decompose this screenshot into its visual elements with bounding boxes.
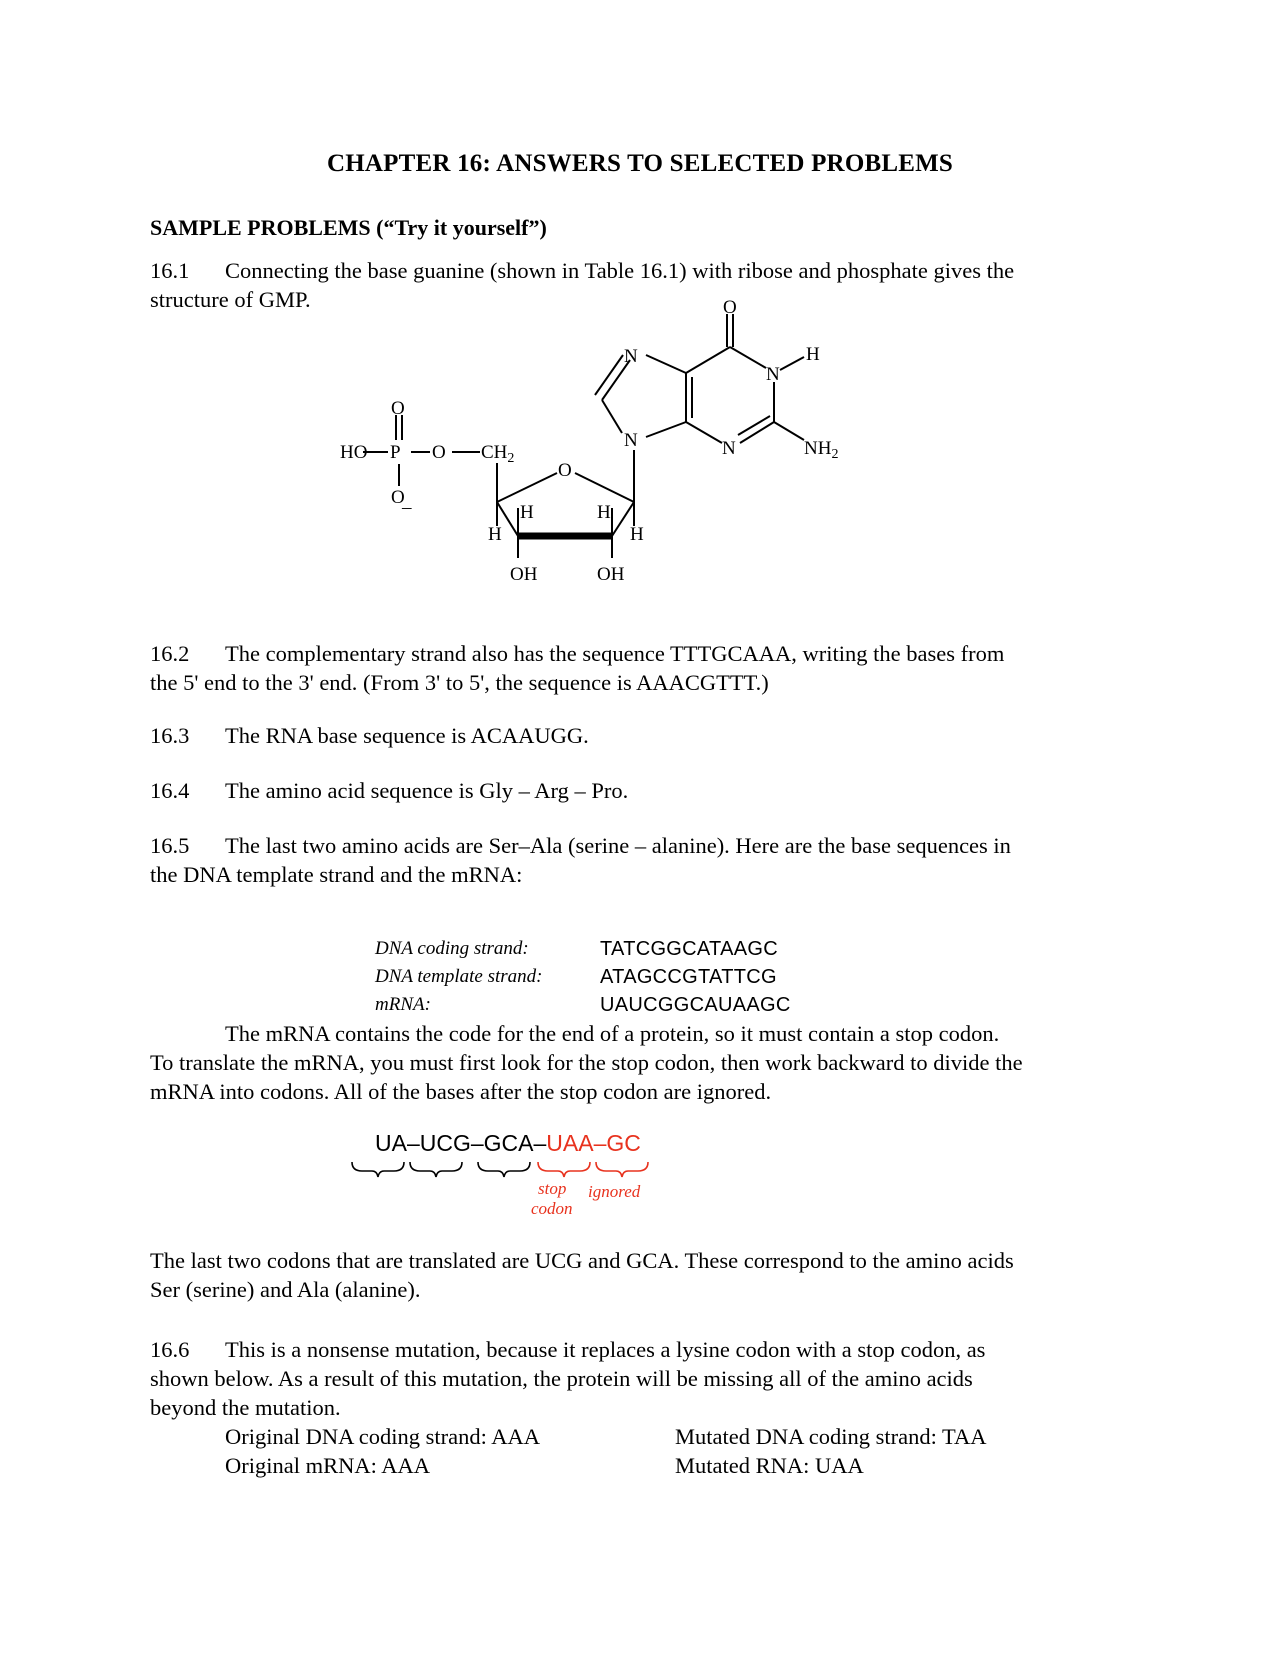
explanation-line: To translate the mRNA, you must first look for the stop codon, then work backward to divide the (150, 1050, 1023, 1075)
charge-label: – (402, 497, 412, 518)
problem-text-line2: structure of GMP. (150, 287, 311, 312)
problem-text-line2: the 5' end to the 3' end. (From 3' to 5', the sequence is AAACGTTT.) (150, 670, 769, 695)
comparison-row (225, 1451, 1130, 1480)
sequence-row (375, 935, 791, 963)
o-label: O (391, 487, 405, 508)
sequence-value: ATAGCCGTATTCG (600, 966, 777, 988)
n-label: N (766, 364, 780, 385)
o-label: O (432, 442, 446, 463)
ho-label: HO (340, 442, 368, 463)
ignored-bases-text: GC (606, 1130, 641, 1156)
nh2-label: $NH_2$ (804, 438, 839, 462)
problem-16-5 (150, 831, 1130, 889)
problem-text: Connecting the base guanine (shown in Table 16.1) with ribose and phosphate gives the (225, 258, 1015, 283)
explanation-line: mRNA into codons. All of the bases after the stop codon are ignored. (150, 1079, 772, 1104)
problem-number: 16.6 (150, 1337, 190, 1362)
mutated-rna: Mutated RNA: UAA (675, 1453, 864, 1478)
stop-label: stop (538, 1179, 567, 1198)
mutation-comparison (225, 1422, 1130, 1480)
problem-text: The amino acid sequence is Gly – Arg – Pro. (225, 778, 629, 803)
original-mrna: Original mRNA: AAA (225, 1453, 430, 1478)
problem-16-4 (150, 776, 1130, 805)
h-label: H (597, 502, 611, 523)
explanation-line: The mRNA contains the code for the end of a protein, so it must contain a stop codon. (225, 1021, 1000, 1046)
sequence-label: DNA template strand: (375, 966, 543, 987)
h-label: H (806, 344, 820, 365)
conclusion-line: The last two codons that are translated are UCG and GCA. These correspond to the amino acids (150, 1248, 1014, 1273)
sequence-label: DNA coding strand: (375, 938, 529, 959)
sequence-label: mRNA: (375, 994, 431, 1015)
problem-text: This is a nonsense mutation, because it replaces a lysine codon with a stop codon, as (225, 1337, 986, 1362)
problem-text: The RNA base sequence is ACAAUGG. (225, 723, 589, 748)
h-label: H (488, 524, 502, 545)
stop-codon-text: UAA (546, 1130, 594, 1156)
codon-text: UA–UCG–GCA– (375, 1130, 547, 1156)
codon-dash: – (593, 1130, 607, 1156)
oh-label: OH (510, 564, 538, 585)
ignored-label: ignored (588, 1182, 641, 1201)
problem-number: 16.5 (150, 833, 190, 858)
n-label: N (722, 438, 736, 459)
problem-16-3 (150, 721, 1130, 750)
ch2-label: $CH_2$ (481, 442, 515, 466)
p-label: P (390, 442, 401, 463)
page-title: CHAPTER 16: ANSWERS TO SELECTED PROBLEMS (327, 150, 953, 177)
sequence-row (375, 991, 791, 1019)
section-heading: SAMPLE PROBLEMS (“Try it yourself”) (150, 215, 547, 240)
problem-number: 16.2 (150, 641, 190, 666)
mutated-dna: Mutated DNA coding strand: TAA (675, 1424, 987, 1449)
sequence-value: TATCGGCATAAGC (600, 938, 778, 960)
h-label: H (630, 524, 644, 545)
sequence-table (375, 935, 791, 1019)
n-label: N (624, 430, 638, 451)
o-label: O (558, 460, 572, 481)
problem-16-2 (150, 639, 1130, 697)
gmp-structure-diagram (340, 300, 900, 620)
comparison-row (225, 1422, 1130, 1451)
codon-brackets (350, 1160, 670, 1240)
codon-sequence (375, 1130, 641, 1157)
problem-number: 16.3 (150, 723, 190, 748)
problem-number: 16.4 (150, 778, 190, 803)
n-label: N (624, 346, 638, 367)
problem-16-5-explanation (150, 1019, 1130, 1106)
h-label: H (520, 502, 534, 523)
o-label: O (723, 300, 737, 318)
problem-number: 16.1 (150, 258, 190, 283)
codon-label: codon (531, 1199, 573, 1218)
oh-label: OH (597, 564, 625, 585)
o-label: O (391, 398, 405, 419)
conclusion-line: Ser (serine) and Ala (alanine). (150, 1277, 421, 1302)
problem-16-5-conclusion (150, 1246, 1130, 1304)
problem-text-line2: the DNA template strand and the mRNA: (150, 862, 523, 887)
problem-text-line2: shown below. As a result of this mutation, the protein will be missing all of the amino acids (150, 1366, 973, 1391)
problem-text: The last two amino acids are Ser–Ala (serine – alanine). Here are the base sequences in (225, 833, 1011, 858)
sequence-row (375, 963, 791, 991)
problem-text-line3: beyond the mutation. (150, 1395, 341, 1420)
sequence-value: UAUCGGCAUAAGC (600, 994, 791, 1016)
problem-text: The complementary strand also has the sequence TTTGCAAA, writing the bases from (225, 641, 1005, 666)
problem-16-6 (150, 1335, 1130, 1422)
original-dna: Original DNA coding strand: AAA (225, 1424, 540, 1449)
